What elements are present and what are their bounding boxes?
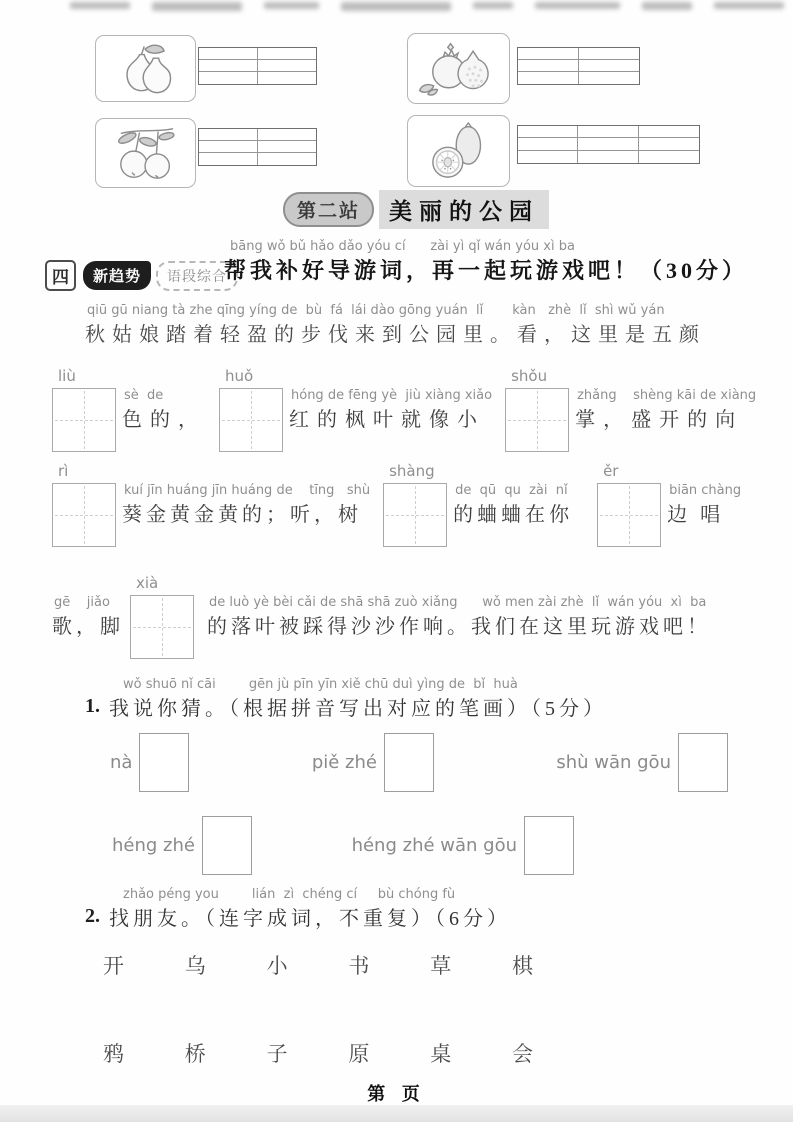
stroke-item-shuwangou xyxy=(556,733,728,792)
box-pinyin-er: ěr xyxy=(603,462,619,480)
passage-text: 红的枫叶就像小 xyxy=(289,408,485,431)
stroke-answer-box[interactable] xyxy=(384,733,434,792)
kiwi-image xyxy=(417,120,501,182)
stroke-answer-box[interactable] xyxy=(524,816,574,875)
section-instruction-pinyin: bāng wǒ bǔ hǎo dǎo yóu cí zài yì qǐ wán yóu xì ba xyxy=(230,239,575,254)
stroke-answer-row-1 xyxy=(110,733,728,792)
box-pinyin-shang: shàng xyxy=(389,462,435,480)
passage-line-2 xyxy=(52,368,756,452)
box-pinyin-ri: rì xyxy=(58,462,69,480)
match-character[interactable]: 草 xyxy=(430,954,452,978)
stroke-label: piě zhé xyxy=(311,752,377,773)
passage-pinyin: kuí jīn huáng jīn huáng de tīng shù xyxy=(124,483,371,498)
question-type-badge: 语段综合 xyxy=(156,261,238,291)
pear-pinyin-grid[interactable] xyxy=(198,47,317,85)
section-number: 四 xyxy=(45,260,76,291)
station-title: 美丽的公园 xyxy=(379,190,549,229)
page-bottom-edge xyxy=(0,1105,793,1122)
passage-pinyin: gē jiǎo xyxy=(54,595,110,610)
passage-line-3 xyxy=(52,463,741,547)
apricot-image xyxy=(104,124,188,182)
stroke-item-hengzhe xyxy=(112,816,252,875)
tianzige-box-ri[interactable] xyxy=(52,483,116,547)
page-footer: 第 页 xyxy=(367,1084,426,1104)
new-trend-badge: 新趋势 xyxy=(83,261,151,290)
match-characters-row-2 xyxy=(103,1038,533,1068)
match-characters-row-1 xyxy=(103,950,533,980)
passage-text: 歌，脚 xyxy=(52,615,124,638)
match-character[interactable]: 开 xyxy=(103,954,124,978)
box-pinyin-shou: shǒu xyxy=(511,367,548,385)
passage-pinyin: zhǎng shèng kāi de xiàng xyxy=(577,388,757,403)
match-character[interactable]: 乌 xyxy=(184,954,206,978)
passage-line-1 xyxy=(85,304,706,348)
station-label: 第二站 xyxy=(283,192,374,227)
passage-text: 葵金黄金黄的；听，树 xyxy=(122,503,362,526)
match-character[interactable]: 棋 xyxy=(511,954,533,978)
tianzige-box-er[interactable] xyxy=(597,483,661,547)
passage-text: 的落叶被踩得沙沙作响。我们在这里玩游戏吧！ xyxy=(207,615,711,638)
passage-text: 色的， xyxy=(122,408,206,431)
question-2-number: 2. xyxy=(85,905,100,927)
passage-pinyin: sè de xyxy=(124,388,164,403)
passage-text: 的蛐蛐在你 xyxy=(453,503,574,526)
stroke-answer-row-2 xyxy=(112,816,574,875)
section-instruction xyxy=(224,240,748,286)
match-character[interactable]: 会 xyxy=(511,1042,533,1066)
question-2-header xyxy=(85,888,511,932)
pomegranate-card xyxy=(407,33,510,104)
passage-pinyin: biān chàng xyxy=(669,483,742,498)
apricot-card xyxy=(95,118,196,188)
passage-text: 边 唱 xyxy=(667,503,725,526)
section-four-header xyxy=(45,260,238,291)
passage-line-4 xyxy=(52,575,711,659)
passage-text: 秋姑娘踏着轻盈的步伐来到公园里。看，这里是五颜 xyxy=(85,323,706,346)
station-banner xyxy=(283,190,549,229)
question-1-pinyin: wǒ shuō nǐ cāi gēn jù pīn yīn xiě chū duì yìng de bǐ huà xyxy=(123,677,518,692)
section-instruction-text: 帮我补好导游词，再一起玩游戏吧！（30分） xyxy=(224,257,749,283)
kiwi-card xyxy=(407,115,510,187)
passage-pinyin: de luò yè bèi cǎi de shā shā zuò xiǎng wǒ men zài zhè lǐ wán yóu xì ba xyxy=(209,595,707,610)
match-character[interactable]: 原 xyxy=(348,1042,370,1066)
box-pinyin-huo: huǒ xyxy=(225,367,254,385)
passage-pinyin: qiū gū niang tà zhe qīng yíng de bù fá lái dào gōng yuán lǐ kàn zhè lǐ shì wǔ yán xyxy=(87,303,665,318)
passage-pinyin: de qū qu zài nǐ xyxy=(455,483,568,498)
tianzige-box-shou[interactable] xyxy=(505,388,569,452)
tianzige-box-shang[interactable] xyxy=(383,483,447,547)
tianzige-box-xia[interactable] xyxy=(130,595,194,659)
match-character[interactable]: 小 xyxy=(266,954,288,978)
passage-pinyin: hóng de fēng yè jiù xiàng xiǎo xyxy=(291,388,493,403)
stroke-answer-box[interactable] xyxy=(678,733,728,792)
question-1-header xyxy=(85,678,607,722)
question-2-text: 找朋友。（连字成词，不重复）（6分） xyxy=(109,907,511,930)
stroke-label: shù wān gōu xyxy=(556,752,671,773)
apricot-pinyin-grid[interactable] xyxy=(198,128,317,166)
box-pinyin-liu: liù xyxy=(58,367,76,385)
stroke-item-na xyxy=(110,733,189,792)
stroke-answer-box[interactable] xyxy=(202,816,252,875)
question-1-number: 1. xyxy=(85,695,100,717)
stroke-label: héng zhé wān gōu xyxy=(351,835,517,856)
pomegranate-image xyxy=(416,39,502,99)
tianzige-box-liu[interactable] xyxy=(52,388,116,452)
pear-card xyxy=(95,35,196,102)
stroke-item-hengzhewangou xyxy=(352,816,574,875)
match-character[interactable]: 子 xyxy=(266,1042,288,1066)
stroke-answer-box[interactable] xyxy=(139,733,189,792)
stroke-label: nà xyxy=(110,752,133,773)
match-character[interactable]: 书 xyxy=(348,954,370,978)
pear-image xyxy=(104,41,188,97)
match-character[interactable]: 桌 xyxy=(430,1042,452,1066)
passage-text: 掌，盛开的向 xyxy=(575,408,744,431)
question-2-pinyin: zhǎo péng you lián zì chéng cí bù chóng fù xyxy=(123,887,456,902)
question-1-text: 我说你猜。（根据拼音写出对应的笔画）（5分） xyxy=(109,697,607,720)
pomegranate-pinyin-grid[interactable] xyxy=(517,47,640,85)
tianzige-box-huo[interactable] xyxy=(219,388,283,452)
kiwi-pinyin-grid[interactable] xyxy=(517,125,700,164)
print-bleed-artifact xyxy=(0,0,793,15)
box-pinyin-xia: xià xyxy=(136,574,159,592)
stroke-label: héng zhé xyxy=(112,835,195,856)
match-character[interactable]: 鸦 xyxy=(103,1042,124,1066)
match-character[interactable]: 桥 xyxy=(184,1042,206,1066)
stroke-item-piezhe xyxy=(312,733,434,792)
